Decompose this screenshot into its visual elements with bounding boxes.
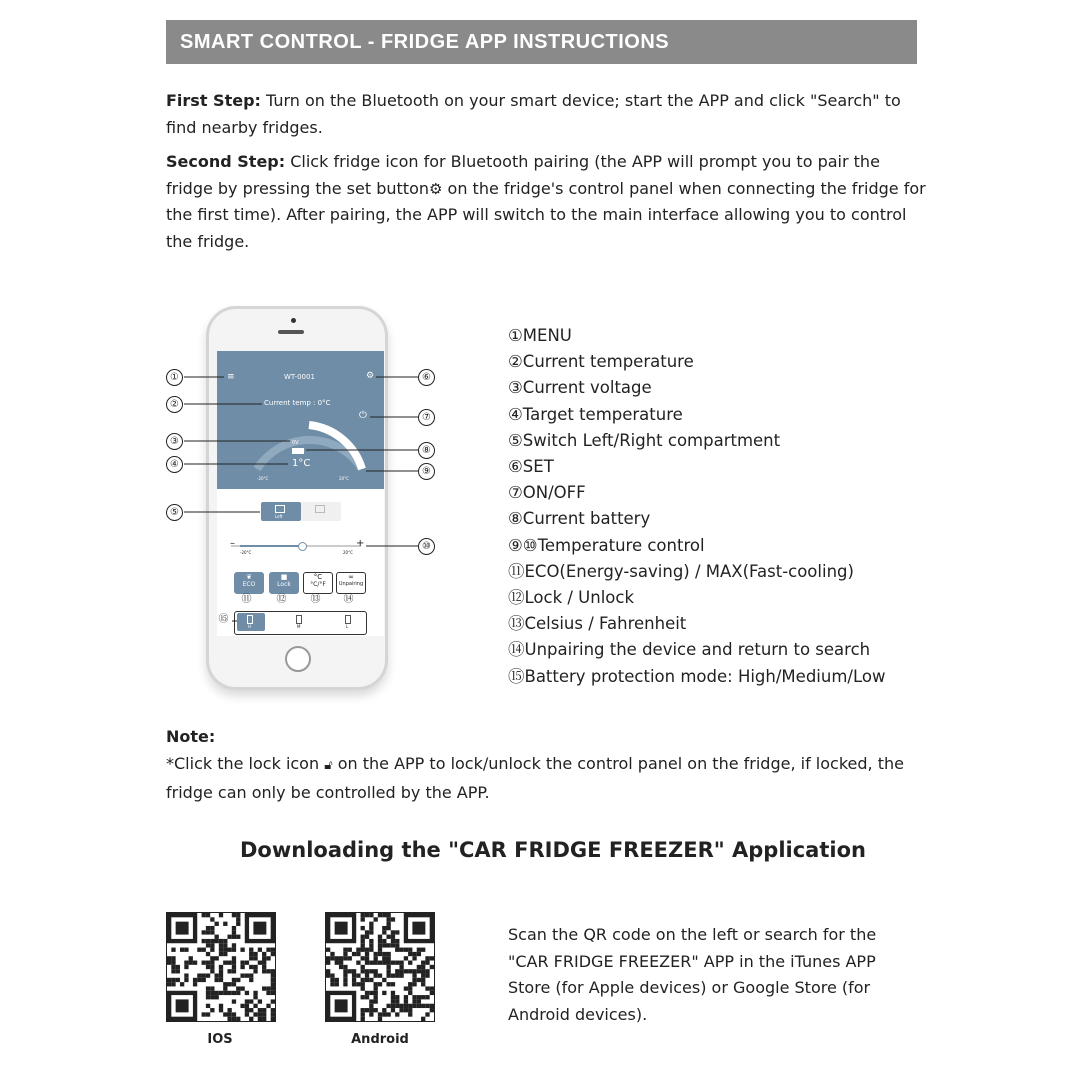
lock-icon: ■ <box>280 573 288 581</box>
ios-qr-code <box>166 912 276 1022</box>
callout-3: ③ <box>166 433 183 450</box>
legend-item: ⑨⑩Temperature control <box>508 535 705 555</box>
first-step-label: First Step: <box>166 91 261 110</box>
device-name: WT-0001 <box>284 373 315 381</box>
callout-7: ⑦ <box>418 409 435 426</box>
legend-item: ⑮Battery protection mode: High/Medium/Low <box>508 666 886 686</box>
legend-item: ③Current voltage <box>508 378 652 398</box>
first-step-text: Turn on the Bluetooth on your smart device; start the APP and click "Search" to find nearby fridges. <box>166 91 901 137</box>
unit-sub-label: °C/°F <box>310 581 326 588</box>
legend-item: ⑭Unpairing the device and return to search <box>508 640 871 660</box>
eco-icon: ❦ <box>246 573 252 581</box>
legend-item: ⑤Switch Left/Right compartment <box>508 430 781 450</box>
callout-10: ⑩ <box>418 538 435 555</box>
section-title: SMART CONTROL - FRIDGE APP INSTRUCTIONS <box>180 30 670 53</box>
callout-6: ⑥ <box>418 369 435 386</box>
second-step-label: Second Step: <box>166 152 286 171</box>
legend-item: ⑥SET <box>508 457 554 477</box>
legend-item: ②Current temperature <box>508 352 694 372</box>
note-title: Note: <box>166 727 216 746</box>
legend-item: ⑬Celsius / Fahrenheit <box>508 614 687 634</box>
note-text <box>166 751 916 806</box>
voltage-label: 0V <box>292 440 299 446</box>
unit-value: °C <box>313 573 323 581</box>
slider-min: -20°C <box>240 550 252 555</box>
target-temp: 1°C <box>292 458 311 469</box>
second-step-text-a: Click fridge icon for Bluetooth pairing (the APP will prompt you to pair the fridge by pressing the set button <box>166 152 880 198</box>
ios-label: IOS <box>207 1032 233 1047</box>
callout-15: ⑮ <box>218 614 229 625</box>
lock-icon: 🔓︎ <box>324 758 333 773</box>
slider-max: 20°C <box>343 550 353 555</box>
eco-label: ECO <box>242 581 256 588</box>
callout-2: ② <box>166 396 183 413</box>
current-temp-readout: Current temp : 0°C <box>264 399 331 407</box>
note-text-a: *Click the lock icon <box>166 754 325 773</box>
unpair-label: Unpairing <box>338 581 364 587</box>
legend-item: ⑫Lock / Unlock <box>508 588 635 608</box>
callout-12: ⑫ <box>276 594 287 605</box>
legend-item: ①MENU <box>508 326 572 345</box>
callout-9: ⑨ <box>418 463 435 480</box>
left-label: Left <box>275 514 283 519</box>
legend-item: ④Target temperature <box>508 404 683 424</box>
minus-icon[interactable]: – <box>230 538 235 549</box>
legend-item: ⑪ECO(Energy-saving) / MAX(Fast-cooling) <box>508 561 854 581</box>
feature-legend <box>508 323 885 690</box>
scan-instructions: Scan the QR code on the left or search for the "CAR FRIDGE FREEZER" APP in the iTunes APP Store (for Apple devices) or Google Store (for Android devices). <box>508 925 877 1024</box>
second-step-text-b: on the fridge's control panel when connecting the fridge for the first time). After pairing, the APP will switch to the main interface allowing you to control the fridge. <box>166 178 926 251</box>
callout-14: ⑭ <box>343 594 354 605</box>
callout-11: ⑪ <box>241 594 252 605</box>
gear-icon: ⚙ <box>366 371 375 381</box>
callout-13: ⑬ <box>310 594 321 605</box>
android-label: Android <box>351 1032 409 1047</box>
battery-medium-label: M <box>297 624 301 629</box>
callout-4: ④ <box>166 456 183 473</box>
gear-icon: ⚙ <box>429 179 443 198</box>
android-qr-code <box>325 912 435 1022</box>
callout-8: ⑧ <box>418 442 435 459</box>
plus-icon[interactable]: + <box>356 538 365 549</box>
legend-item: ⑧Current battery <box>508 509 651 529</box>
menu-icon: ≡ <box>227 372 235 382</box>
gauge-min: -20°C <box>257 476 269 481</box>
power-icon: ⏻ <box>359 410 367 421</box>
lock-label: Lock <box>277 581 291 588</box>
gauge-max: 20°C <box>339 476 349 481</box>
legend-item: ⑦ON/OFF <box>508 483 586 503</box>
link-icon: ∞ <box>348 573 354 581</box>
download-title: Downloading the "CAR FRIDGE FREEZER" Application <box>240 838 866 862</box>
battery-high-label: H <box>248 624 252 629</box>
note-text-b: on the APP to lock/unlock the control panel on the fridge, if locked, the fridge can only be controlled by the APP. <box>166 754 904 802</box>
callout-5: ⑤ <box>166 504 183 521</box>
battery-low-label: L <box>346 624 349 629</box>
callout-1: ① <box>166 369 183 386</box>
